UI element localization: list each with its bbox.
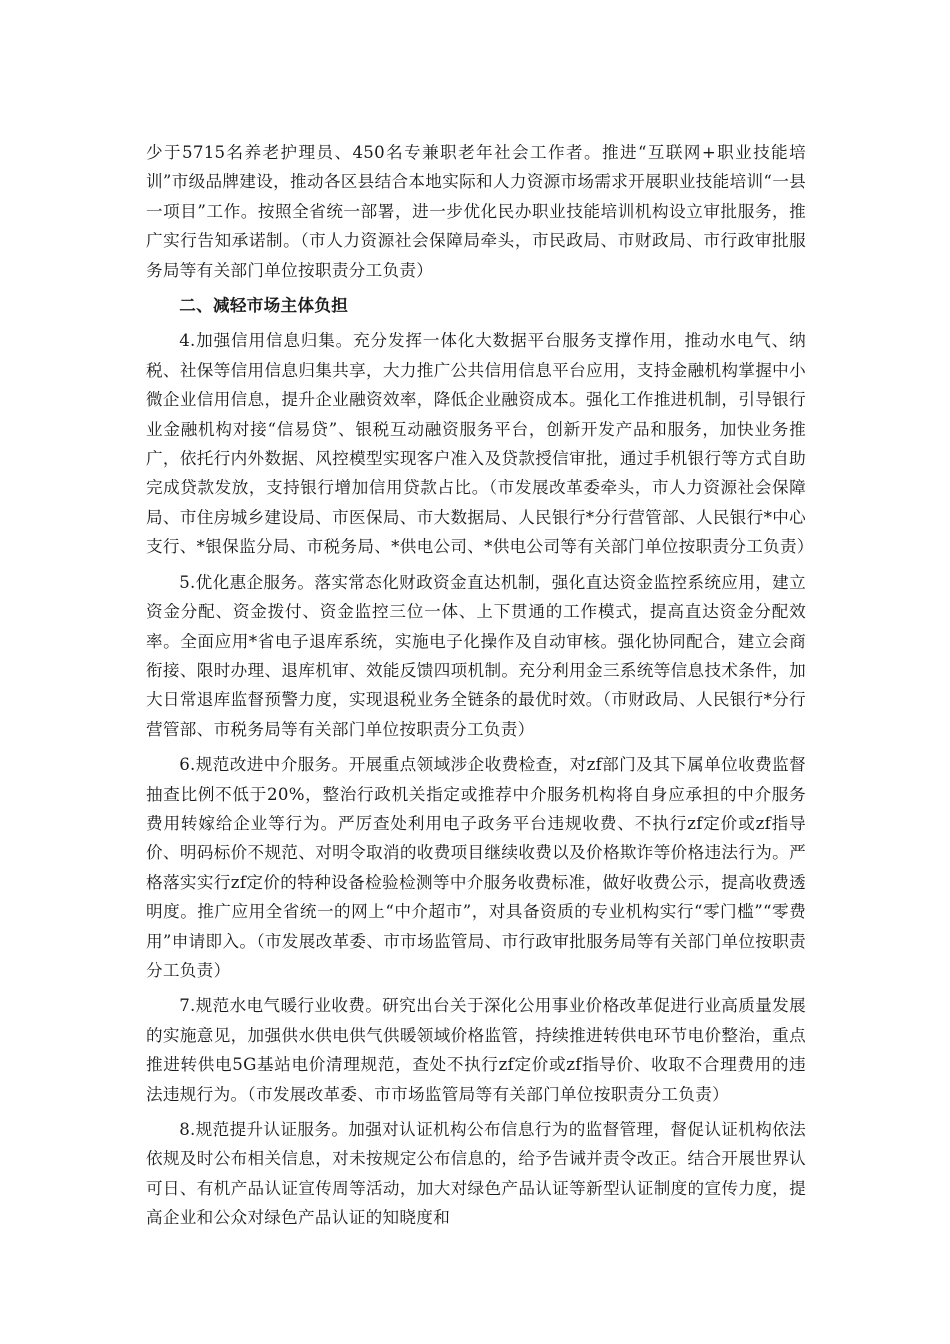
paragraph-item-7: 7.规范水电气暖行业收费。研究出台关于深化公用事业价格改革促进行业高质量发展的实施意见，加强供水供电供气供暖领域价格监管，持续推进转供电环节电价整治，重点推进转供电5G基站电价清理规范，查处不执行zf定价或zf指导价、收取不合理费用的违法违规行为。（市发展改革委、市市场监管局等有关部门单位按职责分工负责） bbox=[146, 996, 806, 1104]
document-page bbox=[146, 138, 814, 1239]
paragraph-item-5: 5.优化惠企服务。落实常态化财政资金直达机制，强化直达资金监控系统应用，建立资金分配、资金拨付、资金监控三位一体、上下贯通的工作模式，提高直达资金分配效率。全面应用*省电子退库系统，实施电子化操作及自动审核。强化协同配合，建立会商衔接、限时办理、退库机审、效能反馈四项机制。充分利用金三系统等信息技术条件，加大日常退库监督预警力度，实现退税业务全链条的最优时效。（市财政局、人民银行*分行营管部、市税务局等有关部门单位按职责分工负责） bbox=[146, 572, 806, 739]
paragraph-item-4: 4.加强信用信息归集。充分发挥一体化大数据平台服务支撑作用，推动水电气、纳税、社保等信用信息归集共享，大力推广公共信用信息平台应用，支持金融机构掌握中小微企业信用信息，提升企业融资效率，降低企业融资成本。强化工作推进机制，引导银行业金融机构对接“信易贷”、银税互动融资服务平台，创新开发产品和服务，加快业务推广，依托行内外数据、风控模型实现客户准入及贷款授信审批，通过手机银行等方式自助完成贷款发放，支持银行增加信用贷款占比。（市发展改革委牵头，市人力资源社会保障局、市住房城乡建设局、市医保局、市大数据局、人民银行*分行营管部、人民银行*中心支行、*银保监分局、市税务局、*供电公司、*供电公司等有关部门单位按职责分工负责） bbox=[146, 331, 814, 557]
section-heading: 二、减轻市场主体负担 bbox=[179, 296, 349, 316]
paragraph-item-6: 6.规范改进中介服务。开展重点领域涉企收费检查，对zf部门及其下属单位收费监督抽查比例不低于20%，整治行政机关指定或推荐中介服务机构将自身应承担的中介服务费用转嫁给企业等行为。严厉查处利用电子政务平台违规收费、不执行zf定价或zf指导价、明码标价不规范、对明令取消的收费项目继续收费以及价格欺诈等价格违法行为。严格落实实行zf定价的特种设备检验检测等中介服务收费标准，做好收费公示，提高收费透明度。推广应用全省统一的网上“中介超市”，对具备资质的专业机构实行“零门槛”“零费用”申请即入。（市发展改革委、市市场监管局、市行政审批服务局等有关部门单位按职责分工负责） bbox=[146, 755, 806, 980]
paragraph-continuation: 少于5715名养老护理员、450名专兼职老年社会工作者。推进“互联网+职业技能培训”市级品牌建设，推动各区县结合本地实际和人力资源市场需求开展职业技能培训“一县一项目”工作。按照全省统一部署，进一步优化民办职业技能培训机构设立审批服务，推广实行告知承诺制。（市人力资源社会保障局牵头，市民政局、市财政局、市行政审批服务局等有关部门单位按职责分工负责） bbox=[146, 143, 806, 280]
paragraph-item-8: 8.规范提升认证服务。加强对认证机构公布信息行为的监督管理，督促认证机构依法依规及时公布相关信息，对未按规定公布信息的，给予告诫并责令改正。结合开展世界认可日、有机产品认证宣传周等活动，加大对绿色产品认证等新型认证制度的宣传力度，提高企业和公众对绿色产品认证的知晓度和 bbox=[146, 1120, 806, 1228]
